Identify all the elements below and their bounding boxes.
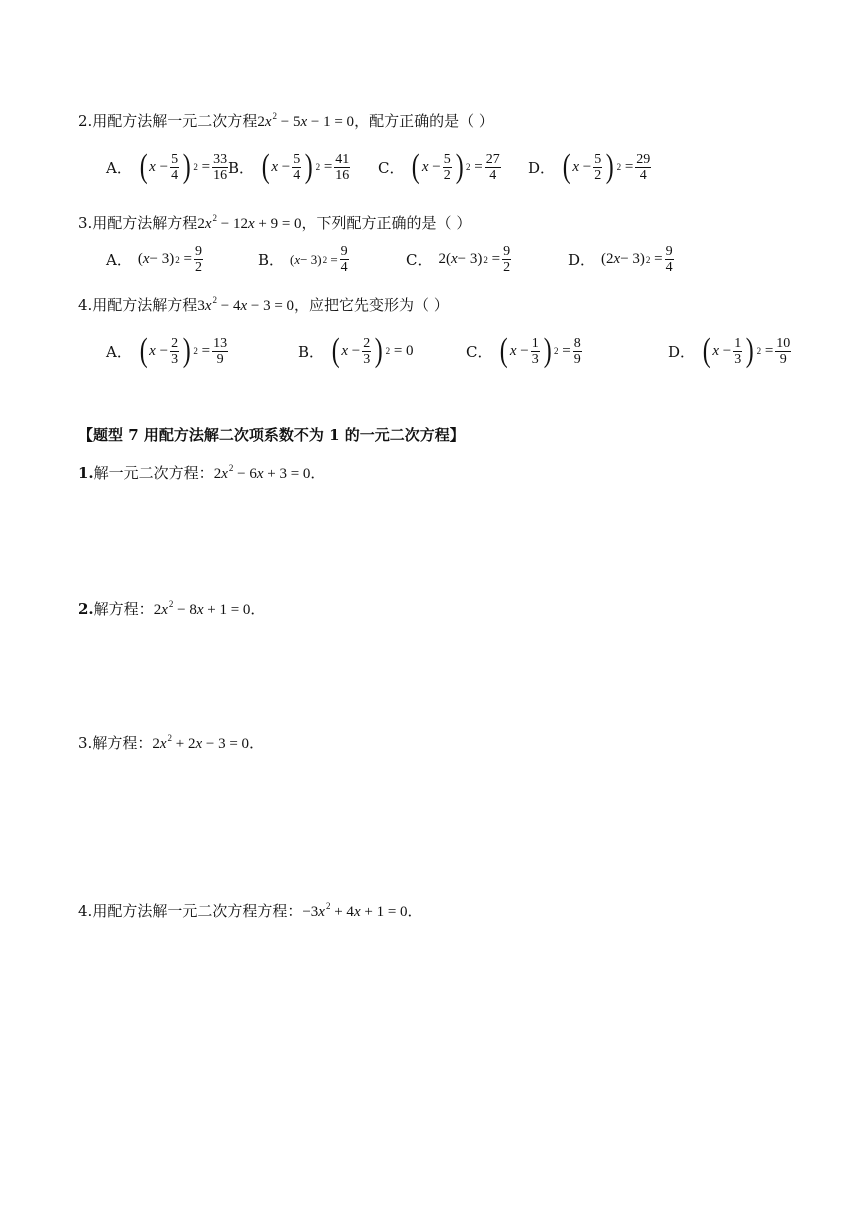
q4-option-a[interactable]: A． ( x − $\frac{2}{3}$ ) 2 = $\frac{13}{9}$ [106,332,228,369]
q2-option-d[interactable]: D． ( x − $\frac{5}{2}$ ) 2 = $\frac{29}{4}$ [528,148,651,185]
q3-option-d[interactable]: D． (2 x − 3) 2 = $\frac{9}{4}$ [568,244,673,275]
question-4-prefix: 4.用配方法解方程 [78,296,198,314]
q2-option-c[interactable]: C． ( x − $\frac{5}{2}$ ) 2 = $\frac{27}{4}$ [378,148,500,185]
question-3-suffix: ，下列配方正确的是（ ） [301,214,472,232]
q2-option-b[interactable]: B． ( x − $\frac{5}{4}$ ) 2 = $\frac{41}{16}$ [228,148,350,185]
q4-option-b[interactable]: B． ( x − $\frac{2}{3}$ ) 2 = 0 [298,332,414,369]
question-2-stem [78,110,494,131]
question-3-prefix: 3.用配方法解方程 [78,214,198,232]
question-4-equation: $3x^2 - 4x - 3 = 0$ [197,295,295,314]
q4-option-c[interactable]: C． ( x − $\frac{1}{3}$ ) 2 = $\frac{8}{9}$ [466,332,581,369]
question-4-stem [78,294,449,315]
q3-option-b[interactable]: B． ( x − 3) 2 = $\frac{9}{4}$ [258,244,348,275]
question-3-stem [78,212,471,233]
q2-option-a[interactable]: A． ( x − $\frac{5}{4}$ ) 2 = $\frac{33}{16}$ [106,148,228,185]
problem-3: 3.解方程：$2x^2 + 2x - 3 = 0$． [78,733,265,752]
question-2-prefix: 2.用配方法解一元二次方程 [78,112,258,130]
problem-4: 4.用配方法解一元二次方程方程：$-3x^2 + 4x + 1 = 0$． [78,901,423,920]
problem-1-equation: $2x^2 - 6x + 3 = 0$ [213,463,311,482]
problem-2-equation: $2x^2 - 8x + 1 = 0$ [153,599,251,618]
q4-option-d[interactable]: D． ( x − $\frac{1}{3}$ ) 2 = $\frac{10}{9}$ [668,332,791,369]
q3-option-c[interactable]: C． 2( x − 3) 2 = $\frac{9}{2}$ [406,244,511,275]
question-3-equation: $2x^2 - 12x + 9 = 0$ [197,213,302,232]
problem-2: 2.解方程：$2x^2 - 8x + 1 = 0$． [78,599,266,618]
q3-option-a[interactable]: A． ( x − 3) 2 = $\frac{9}{2}$ [106,244,202,275]
problem-1: 1.解一元二次方程：$2x^2 - 6x + 3 = 0$． [78,463,326,482]
question-2-suffix: ，配方正确的是（ ） [354,112,494,130]
question-2-equation: $2x^2 - 5x - 1 = 0$ [257,111,355,130]
problem-4-equation: $-3x^2 + 4x + 1 = 0$ [302,901,408,920]
problem-3-equation: $2x^2 + 2x - 3 = 0$ [152,733,250,752]
section-heading: 【题型 7 用配方法解二次项系数不为 1 的一元二次方程】 [78,426,465,444]
question-4-suffix: ，应把它先变形为（ ） [294,296,449,314]
